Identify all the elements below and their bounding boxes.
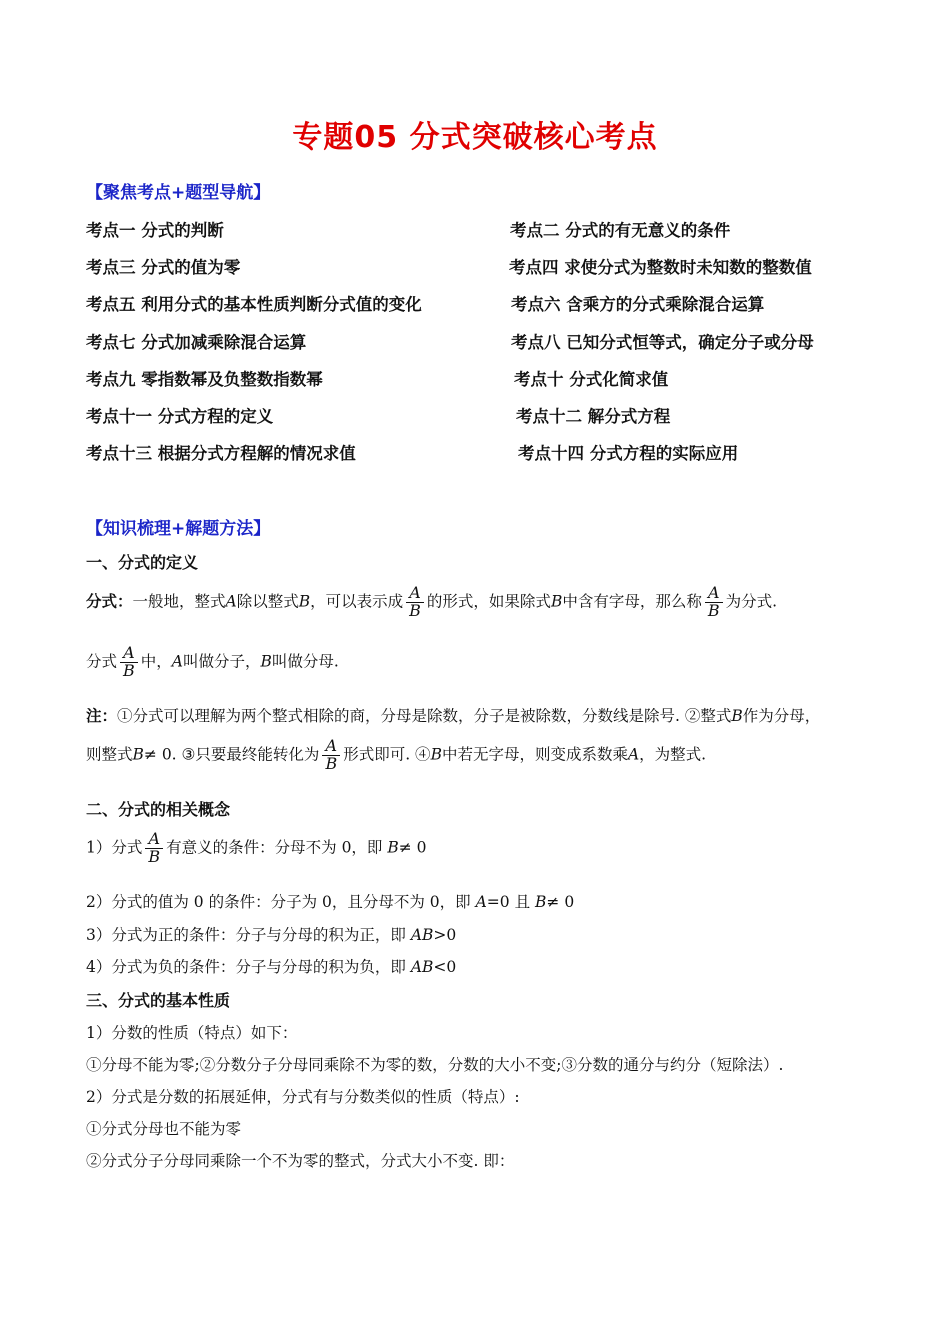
list-item: 1）分数的性质（特点）如下： xyxy=(86,1024,298,1042)
section-title: 二、分式的相关概念 xyxy=(86,800,231,819)
topic-item: 考点一 分式的判断 xyxy=(86,221,224,240)
topic-item: 考点十四 分式方程的实际应用 xyxy=(518,444,739,463)
list-item: 2）分式的值为 0 的条件：分子为 0，且分母不为 0，即 A=0 且 B≠ 0 xyxy=(86,893,575,911)
note-paragraph: 注：①分式可以理解为两个整式相除的商，分母是除数，分子是被除数，分数线是除号. ②整式B作为分母， xyxy=(86,707,821,725)
topic-item: 考点十三 根据分式方程解的情况求值 xyxy=(86,444,356,463)
topic-item: 考点七 分式加减乘除混合运算 xyxy=(86,333,307,352)
knowledge-heading: 【知识梳理+解题方法】 xyxy=(86,519,271,539)
fraction: $\frac{A}{B}$ xyxy=(145,831,163,866)
fraction: $\frac{A}{B}$ xyxy=(322,738,340,773)
topic-item: 考点六 含乘方的分式乘除混合运算 xyxy=(511,295,765,314)
list-item: 3）分式为正的条件：分子与分母的积为正，即 AB>0 xyxy=(86,926,457,944)
page-title: 专题05 分式突破核心考点 xyxy=(292,120,658,155)
topic-item: 考点三 分式的值为零 xyxy=(86,258,241,277)
definition-label: 分式： xyxy=(86,592,133,611)
fraction: $\frac{A}{B}$ xyxy=(406,585,424,620)
list-item: 4）分式为负的条件：分子与分母的积为负，即 AB<0 xyxy=(86,958,457,976)
topic-item: 考点八 已知分式恒等式，确定分子或分母 xyxy=(511,333,814,352)
topic-item: 考点十一 分式方程的定义 xyxy=(86,407,274,426)
section-title: 一、分式的定义 xyxy=(86,553,199,572)
section-title: 三、分式的基本性质 xyxy=(86,991,231,1010)
topic-item: 考点四 求使分式为整数时未知数的整数值 xyxy=(509,258,812,277)
topic-item: 考点五 利用分式的基本性质判断分式值的变化 xyxy=(86,295,422,314)
list-item: 1）分式 $\frac{A}{B}$ 有意义的条件：分母不为 0，即 B≠ 0 xyxy=(86,829,427,866)
topic-item: 考点十 分式化简求值 xyxy=(514,370,669,389)
nav-heading: 【聚焦考点+题型导航】 xyxy=(86,183,271,203)
fraction: $\frac{A}{B}$ xyxy=(120,645,138,680)
list-item: 2）分式是分数的拓展延伸，分式有与分数类似的性质（特点）: xyxy=(86,1088,520,1106)
fraction: $\frac{A}{B}$ xyxy=(705,585,723,620)
list-item: ①分式分母也不能为零 xyxy=(86,1120,242,1138)
note-label: 注： xyxy=(86,707,118,725)
topic-item: 考点九 零指数幂及负整数指数幂 xyxy=(86,370,323,389)
list-item: ①分母不能为零;②分数分子分母同乘除不为零的数，分数的大小不变;③分数的通分与约分（短除法）. xyxy=(86,1056,784,1074)
definition-paragraph: 分式：一般地，整式A除以整式B，可以表示成 $\frac{A}{B}$ 的形式，如果除式B中含有字母，那么称 $\frac{A}{B}$ 为分式. xyxy=(86,583,778,620)
list-item: ②分式分子分母同乘除一个不为零的整式，分式大小不变. 即： xyxy=(86,1152,515,1170)
note-paragraph: 则整式B≠ 0. ③只要最终能转化为 $\frac{A}{B}$ 形式即可. ④B中若无字母，则变成系数乘A，为整式. xyxy=(86,736,707,773)
topic-item: 考点十二 解分式方程 xyxy=(516,407,671,426)
definition-paragraph: 分式 $\frac{A}{B}$ 中，A叫做分子，B叫做分母. xyxy=(86,643,339,680)
topic-item: 考点二 分式的有无意义的条件 xyxy=(510,221,731,240)
